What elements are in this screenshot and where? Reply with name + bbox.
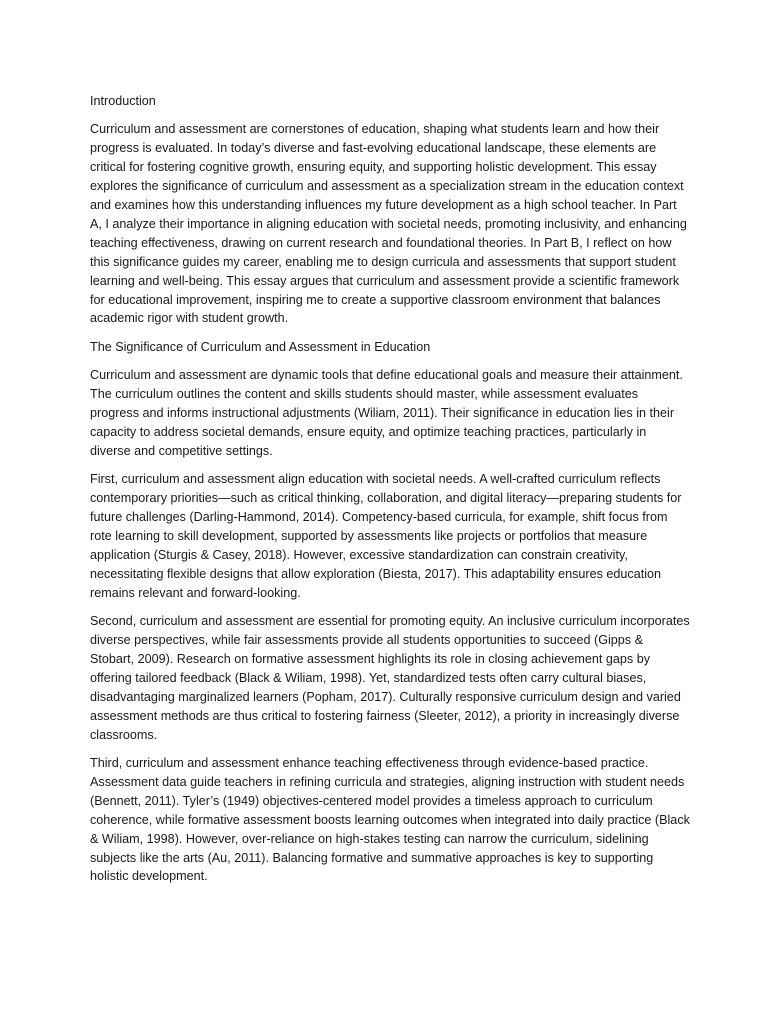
paragraph-societal-needs: First, curriculum and assessment align education with societal needs. A well-crafted curriculum reflects contemporary priorities—such as critical thinking, collaboration, and digital literacy—preparing students for future challenges (Darling-Hammond, 2014). Competency-based curricula, for example, shift focus from rote learning to skill development, supported by assessments like projects or portfolios that measure application (Sturgis & Casey, 2018). However, excessive standardization can constrain creativity, necessitating flexible designs that allow exploration (Biesta, 2017). This adaptability ensures education remains relevant and forward-looking. (90, 472, 682, 600)
heading-significance: The Significance of Curriculum and Assessment in Education (90, 339, 431, 354)
paragraph-introduction: Curriculum and assessment are cornerstones of education, shaping what students learn and how their progress is evaluated. In today’s diverse and fast-evolving educational landscape, these elements are critical for fostering cognitive growth, ensuring equity, and supporting holistic development. This essay explores the significance of curriculum and assessment as a specialization stream in the education context and examines how this understanding influences my future development as a high school teacher. In Part A, I analyze their importance in aligning education with societal needs, promoting inclusivity, and enhancing teaching effectiveness, drawing on current research and foundational theories. In Part B, I reflect on how this significance guides my career, enabling me to design curricula and assessments that support student learning and well-being. This essay argues that curriculum and assessment provide a scientific framework for educational improvement, inspiring me to create a supportive classroom environment that balances academic rigor with student growth. (90, 122, 687, 326)
paragraph-equity: Second, curriculum and assessment are essential for promoting equity. An inclusive curriculum incorporates diverse perspectives, while fair assessments provide all students opportunities to succeed (Gipps & Stobart, 2009). Research on formative assessment highlights its role in closing achievement gaps by offering tailored feedback (Black & Wiliam, 1998). Yet, standardized tests often carry cultural biases, disadvantaging marginalized learners (Popham, 2017). Culturally responsive curriculum design and varied assessment methods are thus critical to fostering fairness (Sleeter, 2012), a priority in increasingly diverse classrooms. (90, 614, 690, 742)
paragraph-definition: Curriculum and assessment are dynamic tools that define educational goals and measure their attainment. The curriculum outlines the content and skills students should master, while assessment evaluates progress and informs instructional adjustments (Wiliam, 2011). Their significance in education lies in their capacity to address societal demands, ensure equity, and optimize teaching practices, particularly in diverse and competitive settings. (90, 368, 683, 458)
document-page (90, 92, 690, 896)
paragraph-teaching-effectiveness: Third, curriculum and assessment enhance teaching effectiveness through evidence-based practice. Assessment data guide teachers in refining curricula and strategies, aligning instruction with student needs (Bennett, 2011). Tyler’s (1949) objectives-centered model provides a timeless approach to curriculum coherence, while formative assessment boosts learning outcomes when integrated into daily practice (Black & Wiliam, 1998). However, over-reliance on high-stakes testing can narrow the curriculum, sidelining subjects like the arts (Au, 2011). Balancing formative and summative approaches is key to supporting holistic development. (90, 756, 690, 884)
heading-introduction: Introduction (90, 94, 156, 108)
